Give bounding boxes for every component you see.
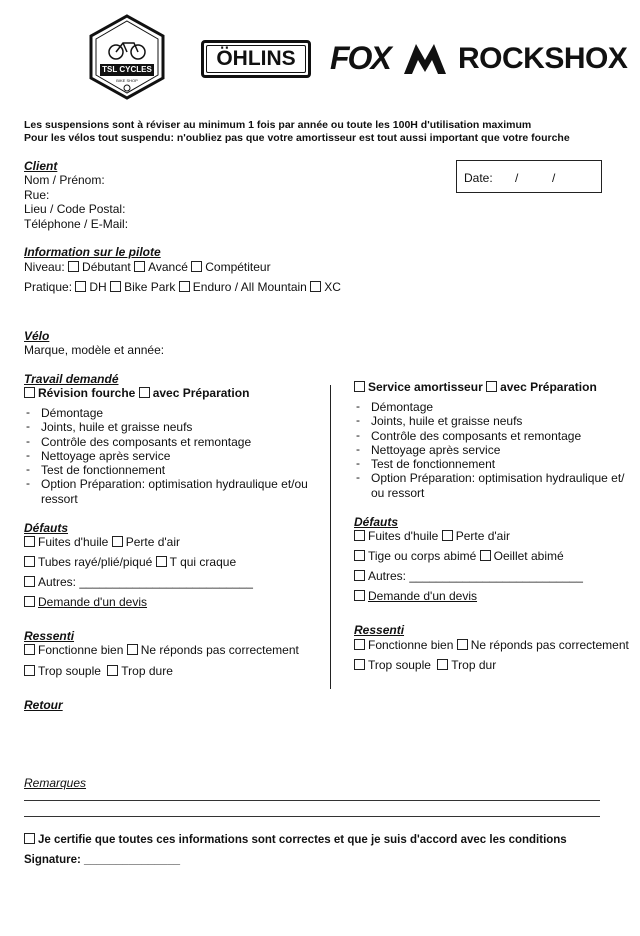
fork-felt-good[interactable]: Fonctionne bien [24,643,123,657]
shock-felt-row-1 [354,638,629,652]
checkbox[interactable] [24,833,35,844]
bike-model-label: Marque, modèle et année: [24,343,165,357]
checkbox[interactable] [442,530,453,541]
fork-quote-request[interactable]: Demande d'un devis [24,595,147,609]
fork-steps-list [24,406,320,506]
remarks-line[interactable] [24,800,600,801]
list-item: - Joints, huile et graisse neufs [354,414,634,428]
tsl-hexagon-icon [88,14,166,100]
shock-defect-other[interactable]: Autres: __________________________ [354,569,583,583]
ohlins-logo [201,40,311,78]
fork-felt-heading: Ressenti [24,629,75,643]
shock-steps-list [354,400,634,500]
list-item: - Option Préparation: optimisation hydraulique et/ ou ressort [354,471,634,500]
column-divider [330,385,331,689]
phone-field-label: Téléphone / E-Mail: [24,216,129,231]
client-section [24,159,128,231]
checkbox[interactable] [480,550,491,561]
checkbox[interactable] [24,556,35,567]
shock-prep-option[interactable]: avec Préparation [486,380,597,394]
date-label: Date: [464,171,493,185]
client-heading: Client [24,159,58,173]
shock-quote-request[interactable]: Demande d'un devis [354,589,477,603]
checkbox[interactable] [354,590,365,601]
ohlins-logo-text: ÖHLINS [216,47,296,70]
list-item: - Nettoyage après service [24,449,320,463]
list-item: - Test de fonctionnement [354,457,634,471]
date-separator-1: / [515,171,519,185]
work-heading: Travail demandé [24,372,119,386]
intro-line-1: Les suspensions sont à réviser au minimum 1 fois par année ou toute les 100H d'utilisation maximum [24,119,532,131]
practice-option-xc[interactable]: XC [310,280,341,294]
checkbox[interactable] [24,644,35,655]
fox-logo: FOX [330,40,390,76]
shock-defects-row-2 [354,549,564,563]
level-option-beginner[interactable]: Débutant [68,260,131,274]
rockshox-logo: ROCKSHOX [458,42,628,75]
place-field-label: Lieu / Code Postal: [24,202,126,216]
shock-felt-soft[interactable]: Trop souple [354,658,431,672]
shock-defect-air-loss[interactable]: Perte d'air [442,529,510,543]
checkbox[interactable] [75,281,86,292]
date-box[interactable] [456,160,602,193]
fork-felt-soft[interactable]: Trop souple [24,664,101,678]
checkbox[interactable] [191,261,202,272]
fork-defect-crown[interactable]: T qui craque [156,555,237,569]
bike-heading: Vélo [24,329,50,343]
checkbox[interactable] [310,281,321,292]
rockshox-m-logo [402,42,448,76]
shock-defects-row-1 [354,529,510,543]
list-item: - Démontage [354,400,634,414]
checkbox[interactable] [24,387,35,398]
fork-prep-option[interactable]: avec Préparation [139,386,250,400]
checkbox[interactable] [24,536,35,547]
shock-service-option[interactable]: Service amortisseur [354,380,483,394]
signature-field[interactable]: Signature: _______________ [24,854,180,866]
shock-service-row [354,380,597,394]
checkbox[interactable] [134,261,145,272]
checkbox[interactable] [107,665,118,676]
checkbox[interactable] [156,556,167,567]
fork-defect-air-loss[interactable]: Perte d'air [112,535,180,549]
tsl-logo-name: TSL CYCLES [102,65,152,74]
practice-option-dh[interactable]: DH [75,280,106,294]
level-option-competitor[interactable]: Compétiteur [191,260,270,274]
fork-felt-hard[interactable]: Trop dure [107,664,173,678]
fork-felt-row-1 [24,643,299,657]
checkbox[interactable] [24,665,35,676]
fork-felt-bad[interactable]: Ne réponds pas correctement [127,643,299,657]
fork-defect-tubes[interactable]: Tubes rayé/plié/piqué [24,555,152,569]
list-item: - Joints, huile et graisse neufs [24,420,320,434]
checkbox[interactable] [354,570,365,581]
shock-felt-bad[interactable]: Ne réponds pas correctement [457,638,629,652]
practice-option-bikepark[interactable]: Bike Park [110,280,175,294]
fork-defects-heading: Défauts [24,521,69,535]
list-item: - Contrôle des composants et remontage [24,435,320,449]
tsl-cycles-logo [88,14,166,100]
list-item: - Démontage [24,406,320,420]
practice-option-enduro[interactable]: Enduro / All Mountain [179,280,307,294]
shock-defect-eyelet[interactable]: Oeillet abimé [480,549,564,563]
street-field-label: Rue: [24,187,50,202]
checkbox[interactable] [110,281,121,292]
remarks-line[interactable] [24,816,600,817]
checkbox[interactable] [486,381,497,392]
date-separator-2: / [552,171,556,185]
checkbox[interactable] [179,281,190,292]
certify-text: Je certifie que toutes ces informations sont correctes et que je suis d'accord avec les conditions [38,834,567,846]
checkbox[interactable] [457,639,468,650]
fork-service-option[interactable]: Révision fourche [24,386,135,400]
fork-defect-other[interactable]: Autres: __________________________ [24,575,253,589]
intro-line-2: Pour les vélos tout suspendu: n'oubliez pas que votre amortisseur est tout aussi important que votre fourche [24,132,570,144]
checkbox[interactable] [68,261,79,272]
shock-defect-body[interactable]: Tige ou corps abimé [354,549,476,563]
checkbox[interactable] [354,550,365,561]
list-item: - Nettoyage après service [354,443,634,457]
shock-defects-heading: Défauts [354,515,399,529]
fork-defects-row-1 [24,535,180,549]
checkbox[interactable] [437,659,448,670]
level-row [24,260,271,274]
checkbox[interactable] [139,387,150,398]
rockshox-m-icon [402,42,448,76]
fork-felt-row-2 [24,664,173,678]
checkbox[interactable] [354,530,365,541]
level-option-advanced[interactable]: Avancé [134,260,188,274]
tsl-logo-sub: BIKE SHOP [116,78,138,83]
shock-defect-oil-leak[interactable]: Fuites d'huile [354,529,438,543]
fork-defect-oil-leak[interactable]: Fuites d'huile [24,535,108,549]
checkbox[interactable] [354,639,365,650]
checkbox[interactable] [24,576,35,587]
remarks-heading: Remarques [24,776,87,790]
fork-service-row [24,386,249,400]
pilot-heading: Information sur le pilote [24,245,161,259]
list-item: - Option Préparation: optimisation hydraulique et/ou ressort [24,477,320,506]
checkbox[interactable] [127,644,138,655]
practice-label: Pratique: [24,280,73,294]
list-item: - Contrôle des composants et remontage [354,429,634,443]
name-field-label: Nom / Prénom: [24,173,105,187]
return-heading: Retour [24,698,63,712]
practice-row [24,280,341,294]
checkbox[interactable] [112,536,123,547]
checkbox[interactable] [354,659,365,670]
certify-checkbox-row[interactable] [24,833,567,847]
checkbox[interactable] [24,596,35,607]
shock-felt-hard[interactable]: Trop dur [437,658,496,672]
shock-felt-good[interactable]: Fonctionne bien [354,638,453,652]
list-item: - Test de fonctionnement [24,463,320,477]
shock-felt-row-2 [354,658,496,672]
checkbox[interactable] [354,381,365,392]
fork-defects-row-2 [24,555,236,569]
shock-felt-heading: Ressenti [354,623,405,637]
level-label: Niveau: [24,260,65,274]
